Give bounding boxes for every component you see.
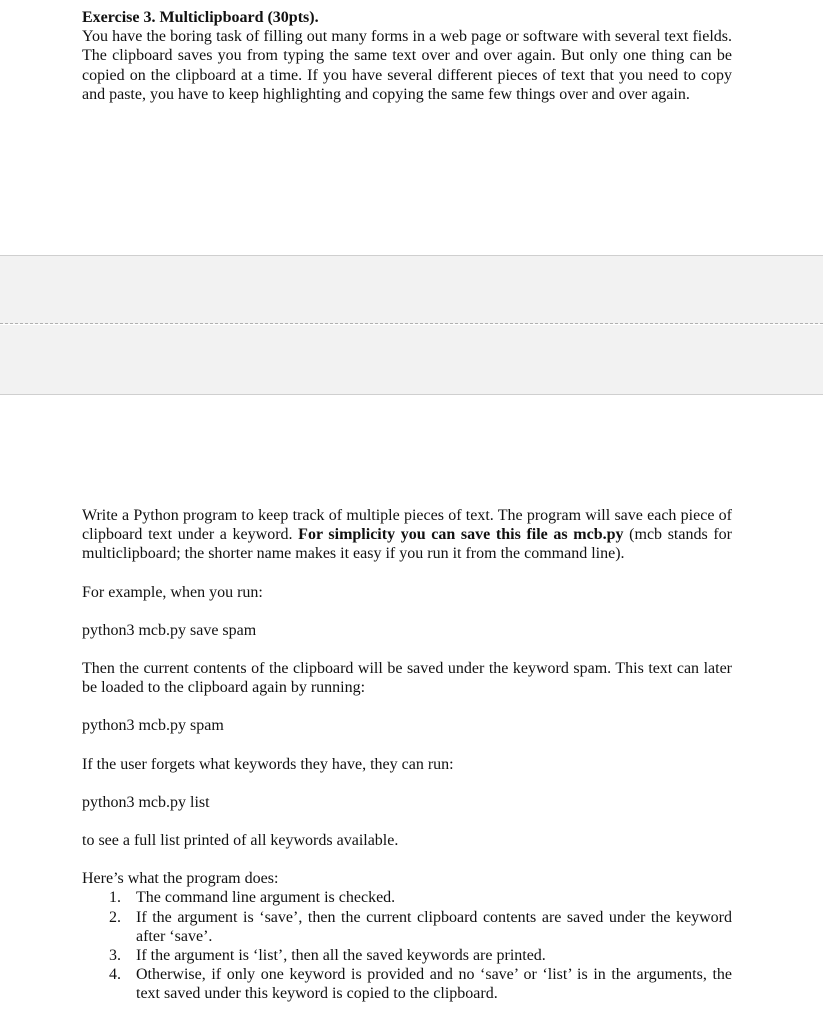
list-item bbox=[82, 888, 732, 907]
page-break-divider bbox=[0, 323, 823, 324]
exercise-header-section bbox=[82, 8, 732, 104]
exercise-body-section bbox=[82, 506, 732, 1004]
list-result-text: to see a full list printed of all keywords available. bbox=[82, 832, 399, 850]
list-explanation: If the user forgets what keywords they have, they can run: bbox=[82, 755, 454, 773]
steps-heading: Here’s what the program does: bbox=[82, 870, 279, 888]
task-text-after-bold: (mcb stands for multiclipboard; the shorter name makes it easy if you run it from the command line). bbox=[82, 526, 732, 563]
steps-list bbox=[82, 888, 732, 1003]
exercise-intro-paragraph: You have the boring task of filling out many forms in a web page or software with several text fields. The clipboard saves you from typing the same text over and over again. But only one thing can be copied on the clipboard at a time. If you have several different pieces of text that you need to copy and paste, you have to keep highlighting and copying the same few things over and over again. bbox=[82, 28, 732, 103]
step-number: 1. bbox=[109, 889, 121, 907]
list-item bbox=[82, 946, 732, 965]
command-load-example: python3 mcb.py spam bbox=[82, 717, 224, 735]
list-item bbox=[82, 965, 732, 1003]
step-number: 2. bbox=[109, 908, 121, 926]
step-text: The command line argument is checked. bbox=[136, 889, 396, 907]
step-number: 3. bbox=[109, 947, 121, 965]
page-break-band-upper bbox=[0, 255, 823, 324]
example-intro: For example, when you run: bbox=[82, 583, 263, 601]
command-list-example: python3 mcb.py list bbox=[82, 793, 210, 811]
save-explanation: Then the current contents of the clipboard will be saved under the keyword spam. This text can later be loaded to the clipboard again by running: bbox=[82, 660, 732, 697]
step-text: If the argument is ‘list’, then all the saved keywords are printed. bbox=[136, 947, 546, 965]
task-description-paragraph bbox=[82, 506, 732, 564]
page-break-band-lower bbox=[0, 325, 823, 395]
exercise-title: Exercise 3. Multiclipboard (30pts). bbox=[82, 9, 319, 26]
step-number: 4. bbox=[109, 966, 121, 984]
task-bold-filename-note: For simplicity you can save this file as mcb.py bbox=[298, 526, 624, 544]
list-item bbox=[82, 908, 732, 946]
step-text: If the argument is ‘save’, then the current clipboard contents are saved under the keyword after ‘save’. bbox=[136, 908, 732, 945]
task-text-before-bold: Write a Python program to keep track of multiple pieces of text. The program will save each piece of clipboard text under a keyword. bbox=[82, 507, 732, 544]
step-text: Otherwise, if only one keyword is provided and no ‘save’ or ‘list’ is in the arguments, the text saved under this keyword is copied to the clipboard. bbox=[136, 966, 732, 1003]
command-save-example: python3 mcb.py save spam bbox=[82, 621, 257, 639]
